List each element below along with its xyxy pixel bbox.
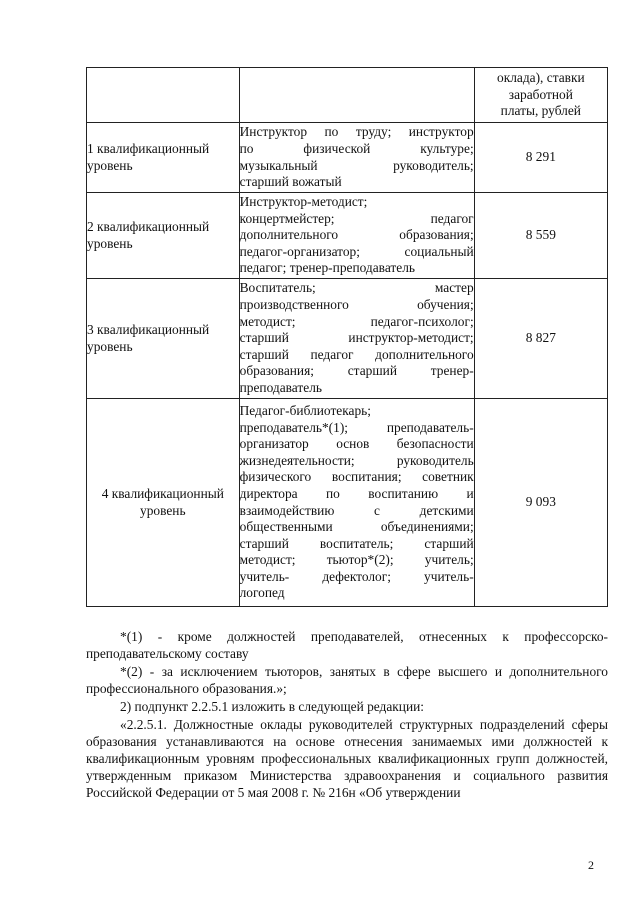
posts-line: старший вожатый	[239, 174, 342, 190]
amount-cell: 8 291	[474, 123, 607, 193]
posts-line: старший инструктор-методист;	[239, 330, 474, 346]
table-row	[87, 193, 608, 279]
posts-line: преподаватель*(1); преподаватель-	[239, 419, 474, 435]
posts-line: методист; тьютор*(2); учитель;	[239, 552, 474, 568]
posts-line: производственного обучения;	[239, 297, 474, 313]
footnote-2: *(2) - за исключением тьюторов, занятых в сфере высшего и дополнительного профессионального образования.»;	[86, 664, 608, 696]
posts-line: жизнедеятельности; руководитель	[239, 452, 474, 468]
quote-paragraph: «2.2.5.1. Должностные оклады руководителей структурных подразделений сферы образования устанавливаются на основе отнесения занимаемых ими должностей к квалификационным уровням профессиональных квалификационных групп должностей, утвержденным приказом Министерства здравоохранения и социального развития Российской Федерации от 5 мая 2008 г. № 216н «Об утверждении	[86, 717, 608, 800]
posts-line: Воспитатель; мастер	[239, 280, 474, 296]
level-cell: 2 квалификационный уровень	[87, 193, 240, 279]
amount-cell: 8 559	[474, 193, 607, 279]
posts-line: организатор основ безопасности	[239, 436, 474, 452]
footnotes-block	[86, 628, 608, 801]
posts-line: старший педагог дополнительного	[239, 346, 474, 362]
posts-line: Инструктор по труду; инструктор	[239, 124, 474, 140]
header-amount-line: платы, рублей	[500, 103, 581, 119]
posts-line: Педагог-библиотекарь;	[239, 402, 372, 418]
posts-line: учитель- дефектолог; учитель-	[239, 568, 474, 584]
posts-line: концертмейстер; педагог	[239, 210, 474, 226]
posts-line: по физической культуре;	[239, 140, 474, 156]
salary-table	[86, 67, 608, 607]
page-number: 2	[588, 858, 594, 872]
amount-cell: 8 827	[474, 279, 607, 399]
posts-line: преподаватель	[239, 379, 322, 395]
posts-line: Инструктор-методист;	[239, 194, 368, 210]
posts-line: методист; педагог-психолог;	[239, 313, 474, 329]
posts-line: директора по воспитанию и	[239, 485, 474, 501]
posts-line: логопед	[239, 585, 285, 601]
header-amount-cell	[474, 68, 607, 123]
table-row	[87, 399, 608, 607]
level-cell: 1 квалификационный уровень	[87, 123, 240, 193]
level-cell: 3 квалификационный уровень	[87, 279, 240, 399]
posts-line: педагог; тренер-преподаватель	[239, 260, 416, 276]
footnote-1: *(1) - кроме должностей преподавателей, отнесенных к профессорско-преподавательскому составу	[86, 629, 608, 661]
posts-line: общественными объединениями;	[239, 519, 474, 535]
posts-cell	[239, 193, 474, 279]
posts-line: педагог-организатор; социальный	[239, 243, 474, 259]
table-header-row	[87, 68, 608, 123]
posts-line: музыкальный руководитель;	[239, 157, 474, 173]
header-amount-line: оклада), ставки	[497, 70, 585, 86]
header-posts-cell	[239, 68, 474, 123]
table-row	[87, 279, 608, 399]
amount-cell: 9 093	[474, 399, 607, 607]
posts-line: взаимодействию с детскими	[239, 502, 474, 518]
header-level-cell	[87, 68, 240, 123]
posts-cell	[239, 279, 474, 399]
table-row	[87, 123, 608, 193]
posts-cell	[239, 123, 474, 193]
posts-line: физического воспитания; советник	[239, 469, 474, 485]
header-amount-line: заработной	[508, 86, 573, 102]
posts-line: дополнительного образования;	[239, 227, 474, 243]
subpoint-paragraph: 2) подпункт 2.2.5.1 изложить в следующей редакции:	[120, 699, 425, 714]
posts-line: образования; старший тренер-	[239, 363, 474, 379]
posts-cell	[239, 399, 474, 607]
level-cell: 4 квалификационный уровень	[87, 399, 240, 607]
posts-line: старший воспитатель; старший	[239, 535, 474, 551]
